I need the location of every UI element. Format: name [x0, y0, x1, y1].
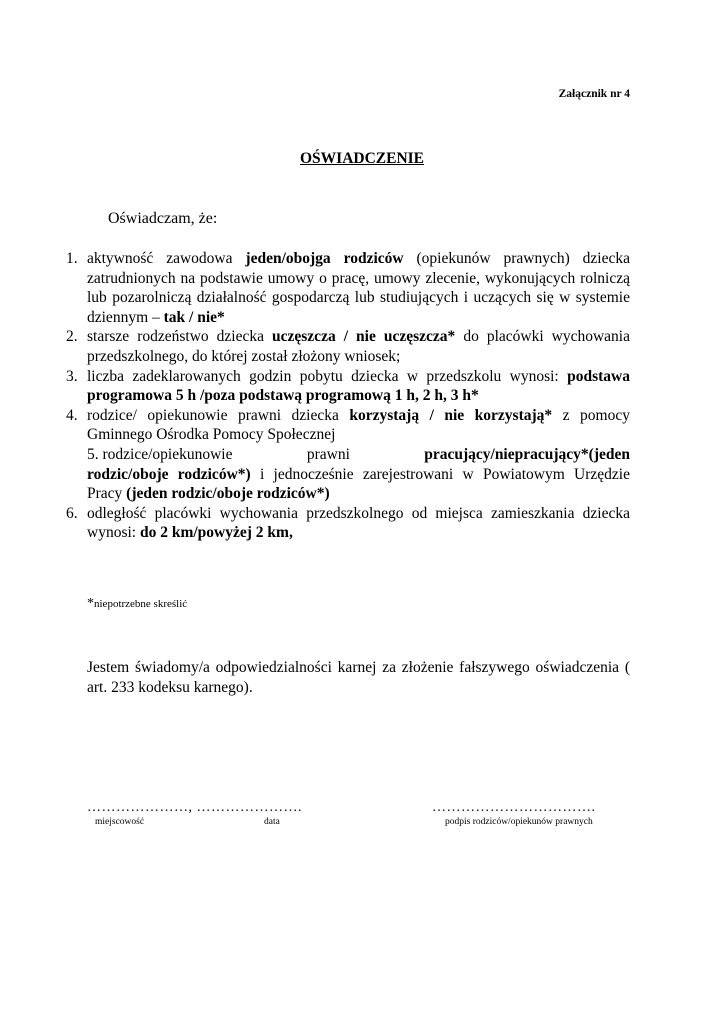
signature-line: ……………………………. [432, 800, 596, 815]
footnote-text: niepotrzebne skreślić [94, 598, 188, 610]
list-item-1 [60, 249, 630, 327]
item-bold: pracujący/niepracujący*(jeden [424, 445, 630, 463]
annex-label: Załącznik nr 4 [558, 88, 630, 100]
item-text: do placówki wychowania przedszkolnego, do której został złożony wniosek; [87, 328, 630, 365]
declaration-list [60, 249, 630, 543]
place-label: miejscowość [95, 817, 145, 827]
footnote-star: * [87, 596, 94, 611]
item-text: i jednocześnie zarejestrowani w Powiatowym Urzędzie Pracy [87, 465, 630, 503]
item-text: liczba zadeklarowanych godzin pobytu dziecka w przedszkolu wynosi: [87, 367, 568, 385]
signature-label: podpis rodziców/opiekunów prawnych [445, 817, 593, 827]
item-5-first-line [87, 445, 630, 465]
item-number: 6. [66, 504, 78, 522]
item-text: (opiekunów prawnych) dziecka zatrudnionych na podstawie umowy o pracę, umowy zlecenie, wykonujących rolniczą lub pozarolniczą działalność gospodarczą lub studiujących i uczących się w systemie dziennym – [87, 250, 630, 326]
item-5-rest [87, 465, 630, 504]
date-label: data [264, 817, 280, 827]
document-title: OŚWIADCZENIE [299, 150, 425, 167]
item-number: 1. [66, 250, 78, 267]
item-bold: rodzic/oboje rodziców*) [87, 465, 251, 483]
item-bold: do 2 km/powyżej 2 km, [139, 524, 293, 542]
footnote [87, 596, 187, 612]
intro-text: Oświadczam, że: [108, 210, 218, 227]
item-text: rodzice/ opiekunowie prawni dziecka [87, 406, 350, 424]
place-date-line: …………………, …………………. [87, 800, 302, 815]
list-item-2 [60, 327, 630, 366]
item-bold: podstawa programowa 5 h /poza podstawą programową 1 h, 2 h, 3 h* [87, 367, 630, 405]
item-text: starsze rodzeństwo dziecka [87, 328, 273, 346]
list-item-5 [60, 445, 630, 504]
item-bold: jeden/obojga rodziców [245, 250, 404, 267]
item-bold: (jeden rodzic/oboje rodziców*) [126, 485, 330, 503]
list-item-4 [60, 406, 630, 445]
item-text: aktywność zawodowa [87, 250, 246, 267]
item-text: z pomocy Gminnego Ośrodka Pomocy Społecznej [87, 406, 630, 444]
item-bold: uczęszcza / nie uczęszcza* [272, 328, 456, 346]
liability-statement: Jestem świadomy/a odpowiedzialności karnej za złożenie fałszywego oświadczenia ( art. 233 kodeksu karnego). [87, 659, 630, 696]
item-number: 4. [66, 406, 78, 424]
item-text: prawni [306, 445, 350, 463]
item-number: 2. [66, 328, 78, 346]
item-bold: korzystają / nie korzystają* [349, 406, 553, 424]
item-text: odległość placówki wychowania przedszkolnego od miejsca zamieszkania dziecka wynosi: [87, 504, 630, 542]
item-text: 5. rodzice/opiekunowie [87, 445, 233, 463]
item-bold: tak / nie* [163, 308, 225, 326]
list-item-6 [60, 504, 630, 543]
list-item-3 [60, 367, 630, 406]
item-number: 3. [66, 367, 78, 385]
